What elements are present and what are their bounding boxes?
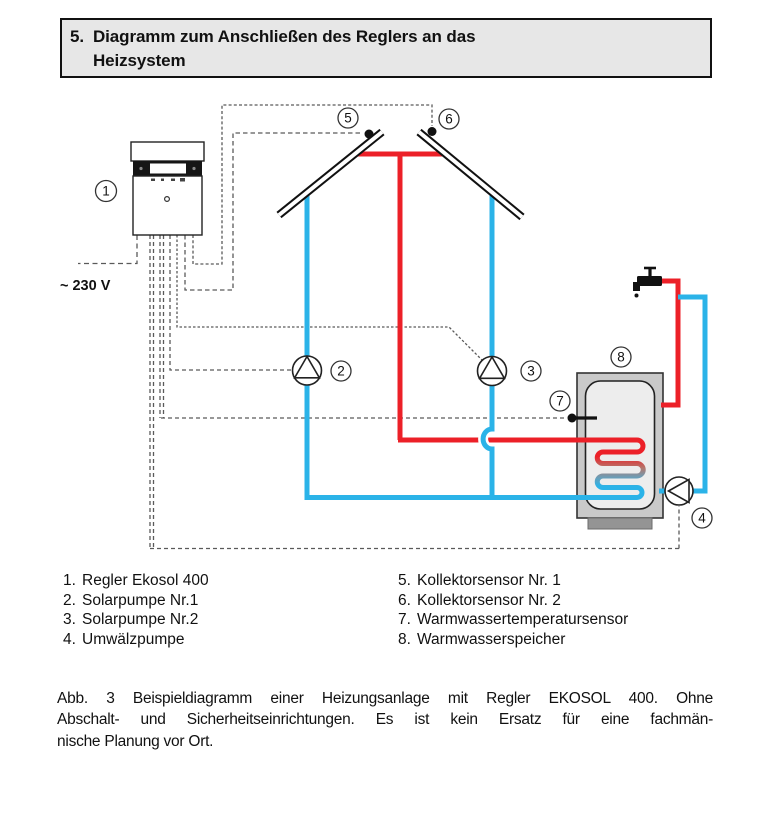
voltage-label: ~ 230 V	[60, 278, 111, 294]
badge-collector-sensor-2	[439, 109, 459, 129]
badge-storage-tank	[611, 347, 631, 367]
tank-pedestal	[588, 518, 652, 529]
svg-text:7: 7	[556, 393, 564, 409]
circulation-pump-symbol	[665, 477, 693, 505]
svg-text:2: 2	[337, 363, 345, 379]
controller-display	[150, 164, 186, 174]
section-title-text: Diagramm zum Anschließen des Reglers an das Heizsystem	[93, 27, 476, 70]
section-number: 5.	[70, 27, 84, 46]
collector-sensor-1-dot	[365, 130, 374, 139]
legend-item: 3. Solarpumpe Nr.2	[63, 611, 199, 629]
solar-pump-1-symbol	[293, 356, 322, 385]
controller-device	[131, 142, 204, 235]
badge-solar-pump-2	[521, 361, 541, 381]
wire-230v	[78, 235, 137, 264]
faucet-icon	[633, 267, 662, 298]
badge-solar-pump-1	[331, 361, 351, 381]
legend-item: 2. Solarpumpe Nr.1	[63, 591, 199, 609]
legend-item: 6. Kollektorsensor Nr. 2	[398, 591, 561, 609]
legend-item: 5. Kollektorsensor Nr. 1	[398, 572, 561, 589]
badge-collector-sensor-1	[338, 108, 358, 128]
svg-text:1: 1	[102, 183, 110, 199]
badge-circulation-pump	[692, 508, 712, 528]
svg-text:5: 5	[344, 110, 352, 126]
svg-text:6: 6	[445, 111, 453, 127]
legend-left-column	[63, 571, 209, 650]
svg-text:8: 8	[617, 349, 625, 365]
figure-caption: Abb. 3 Beispieldiagramm einer Heizungsanlage mit Regler EKOSOL 400. Ohne Abschalt- und Sicherheitseinrichtungen. Es ist kein Ersatz für eine fachmän- nische Planung vor Ort.	[57, 690, 713, 750]
svg-text:3: 3	[527, 363, 535, 379]
legend-item: 4. Umwälzpumpe	[63, 631, 185, 649]
section-title	[60, 18, 712, 78]
solar-collector-left	[279, 132, 382, 215]
solar-pump-2-symbol	[478, 357, 507, 386]
badge-water-temp-sensor	[550, 391, 570, 411]
legend-right-column	[398, 571, 628, 650]
collector-sensor-2-dot	[428, 127, 437, 136]
wire-solar-pump-2	[177, 235, 482, 360]
wire-collector-sensor-1	[185, 133, 361, 290]
wire-solar-pump-1	[170, 235, 291, 370]
legend-item: 8. Warmwasserspeicher	[398, 631, 566, 649]
svg-text:4: 4	[698, 510, 706, 526]
badge-controller	[96, 181, 117, 202]
legend-item: 1. Regler Ekosol 400	[63, 572, 209, 589]
solar-collector-right	[419, 132, 522, 217]
legend-item: 7. Warmwassertemperatursensor	[398, 611, 629, 629]
